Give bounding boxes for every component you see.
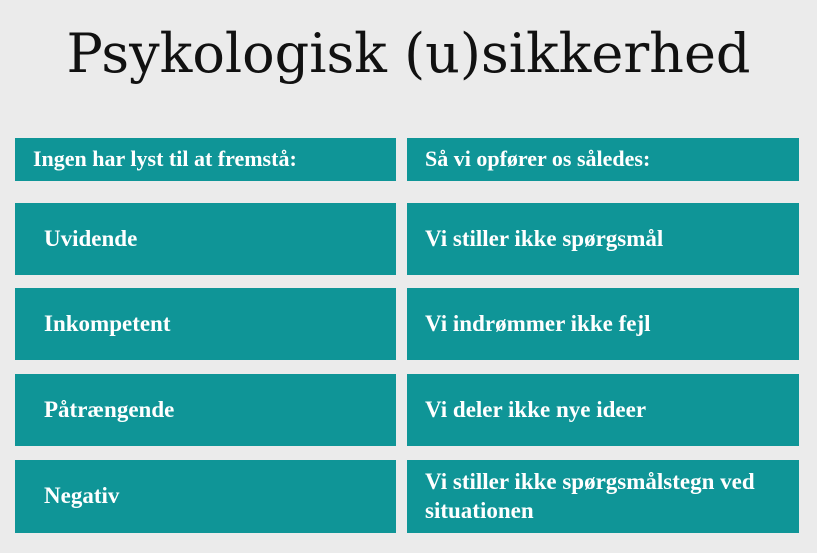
header-left xyxy=(15,138,396,181)
row-2-right-label: Vi indrømmer ikke fejl xyxy=(425,310,651,336)
header-right xyxy=(407,138,799,181)
row-3-left xyxy=(15,374,396,446)
header-right-label: Så vi opfører os således: xyxy=(425,146,651,172)
row-3-left-label: Påtrængende xyxy=(44,396,175,422)
row-4-right-label: Vi stiller ikke spørgsmålstegn ved situationen xyxy=(425,469,755,523)
row-4-left xyxy=(15,460,396,533)
page-title: Psykologisk (u)sikkerhed xyxy=(66,22,751,85)
row-1-left xyxy=(15,203,396,275)
row-4-right xyxy=(407,460,799,533)
row-1-left-label: Uvidende xyxy=(44,225,138,251)
row-2-left xyxy=(15,288,396,360)
row-4-left-label: Negativ xyxy=(44,483,120,509)
row-2-left-label: Inkompetent xyxy=(44,310,171,336)
row-2-right xyxy=(407,288,799,360)
header-left-label: Ingen har lyst til at fremstå: xyxy=(33,146,297,172)
row-3-right-label: Vi deler ikke nye ideer xyxy=(425,396,647,422)
row-1-right-label: Vi stiller ikke spørgsmål xyxy=(425,225,664,251)
row-3-right xyxy=(407,374,799,446)
row-1-right xyxy=(407,203,799,275)
